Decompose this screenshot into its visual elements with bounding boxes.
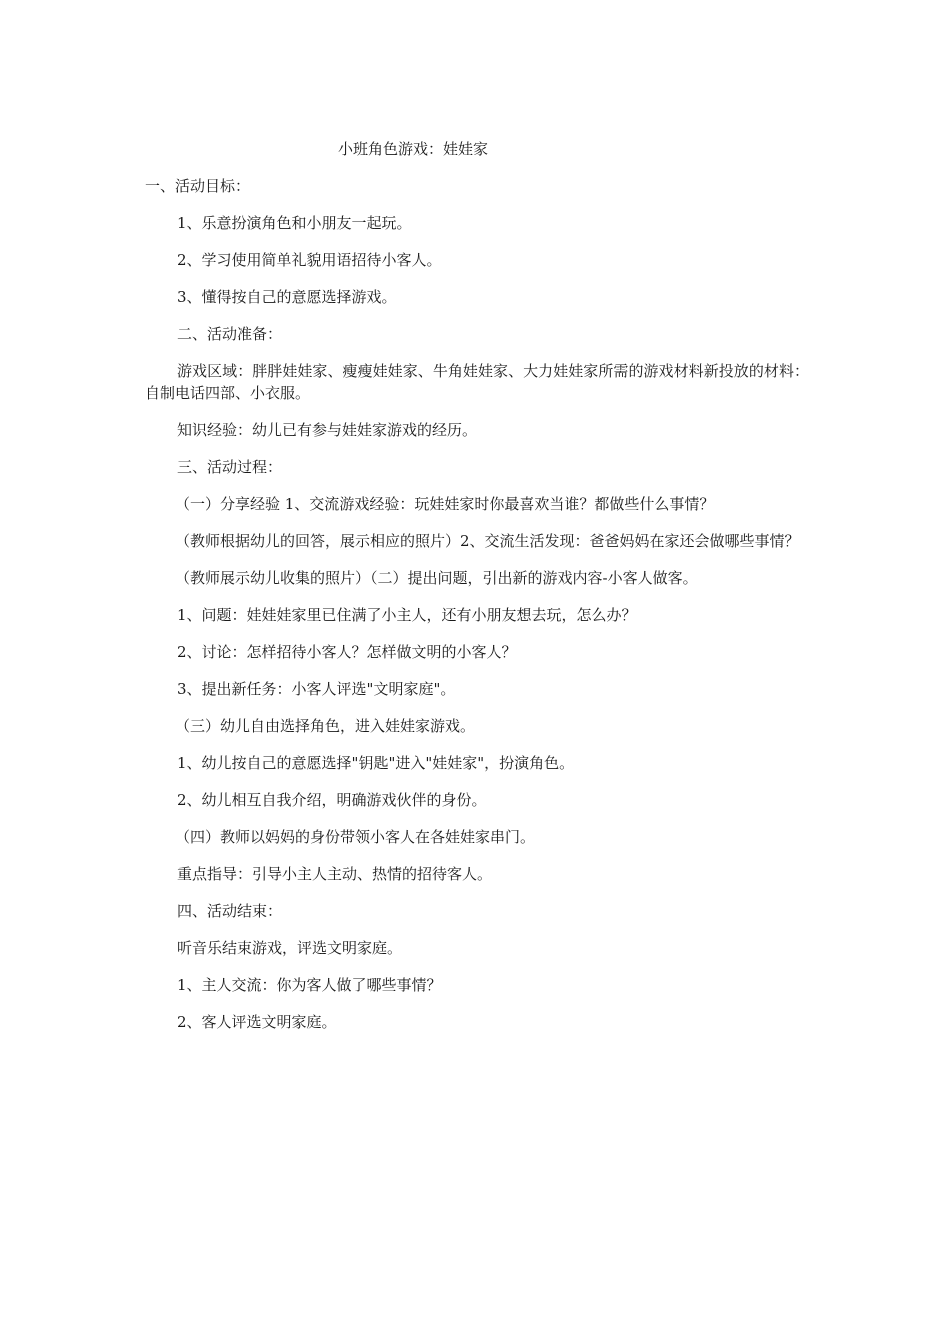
section-heading-goals: 一、活动目标： [145,177,251,195]
process-step-3-item-1: 1、幼儿按自己的意愿选择"钥匙"进入"娃娃家"，扮演角色。 [177,754,575,772]
process-question: 1、问题：娃娃娃家里已住满了小主人，还有小朋友想去玩，怎么办？ [177,606,637,624]
process-new-task: 3、提出新任务：小客人评选"文明家庭"。 [177,680,456,698]
preparation-knowledge: 知识经验：幼儿已有参与娃娃家游戏的经历。 [177,421,478,439]
process-step-1: （一）分享经验 1、交流游戏经验：玩娃娃家时你最喜欢当谁？都做些什么事情？ [175,495,715,513]
process-step-3: （三）幼儿自由选择角色，进入娃娃家游戏。 [175,717,476,735]
process-step-1-note: （教师根据幼儿的回答，展示相应的照片）2、交流生活发现：爸爸妈妈在家还会做哪些事情？ [175,532,800,550]
section-heading-process: 三、活动过程： [177,458,283,476]
ending-item-2: 2、客人评选文明家庭。 [177,1013,337,1031]
ending-item-1: 1、主人交流：你为客人做了哪些事情？ [177,976,442,994]
goal-item-3: 3、懂得按自己的意愿选择游戏。 [177,288,397,306]
process-discussion: 2、讨论：怎样招待小客人？怎样做文明的小客人？ [177,643,517,661]
process-step-4: （四）教师以妈妈的身份带领小客人在各娃娃家串门。 [175,828,536,846]
goal-item-2: 2、学习使用简单礼貌用语招待小客人。 [177,251,442,269]
document-body [145,175,809,1048]
section-heading-preparation: 二、活动准备： [177,325,283,343]
key-guidance: 重点指导：引导小主人主动、热情的招待客人。 [177,865,493,883]
goal-item-1: 1、乐意扮演角色和小朋友一起玩。 [177,214,412,232]
section-heading-ending: 四、活动结束： [177,902,283,920]
ending-intro: 听音乐结束游戏，评选文明家庭。 [177,939,403,957]
process-step-2: （教师展示幼儿收集的照片）（二）提出问题，引出新的游戏内容-小客人做客。 [175,569,698,587]
document-title: 小班角色游戏：娃娃家 [338,140,489,158]
preparation-area: 游戏区域：胖胖娃娃家、瘦瘦娃娃家、牛角娃娃家、大力娃娃家所需的游戏材料新投放的材料：自制电话四部、小衣服。 [145,362,809,402]
process-step-3-item-2: 2、幼儿相互自我介绍，明确游戏伙伴的身份。 [177,791,487,809]
